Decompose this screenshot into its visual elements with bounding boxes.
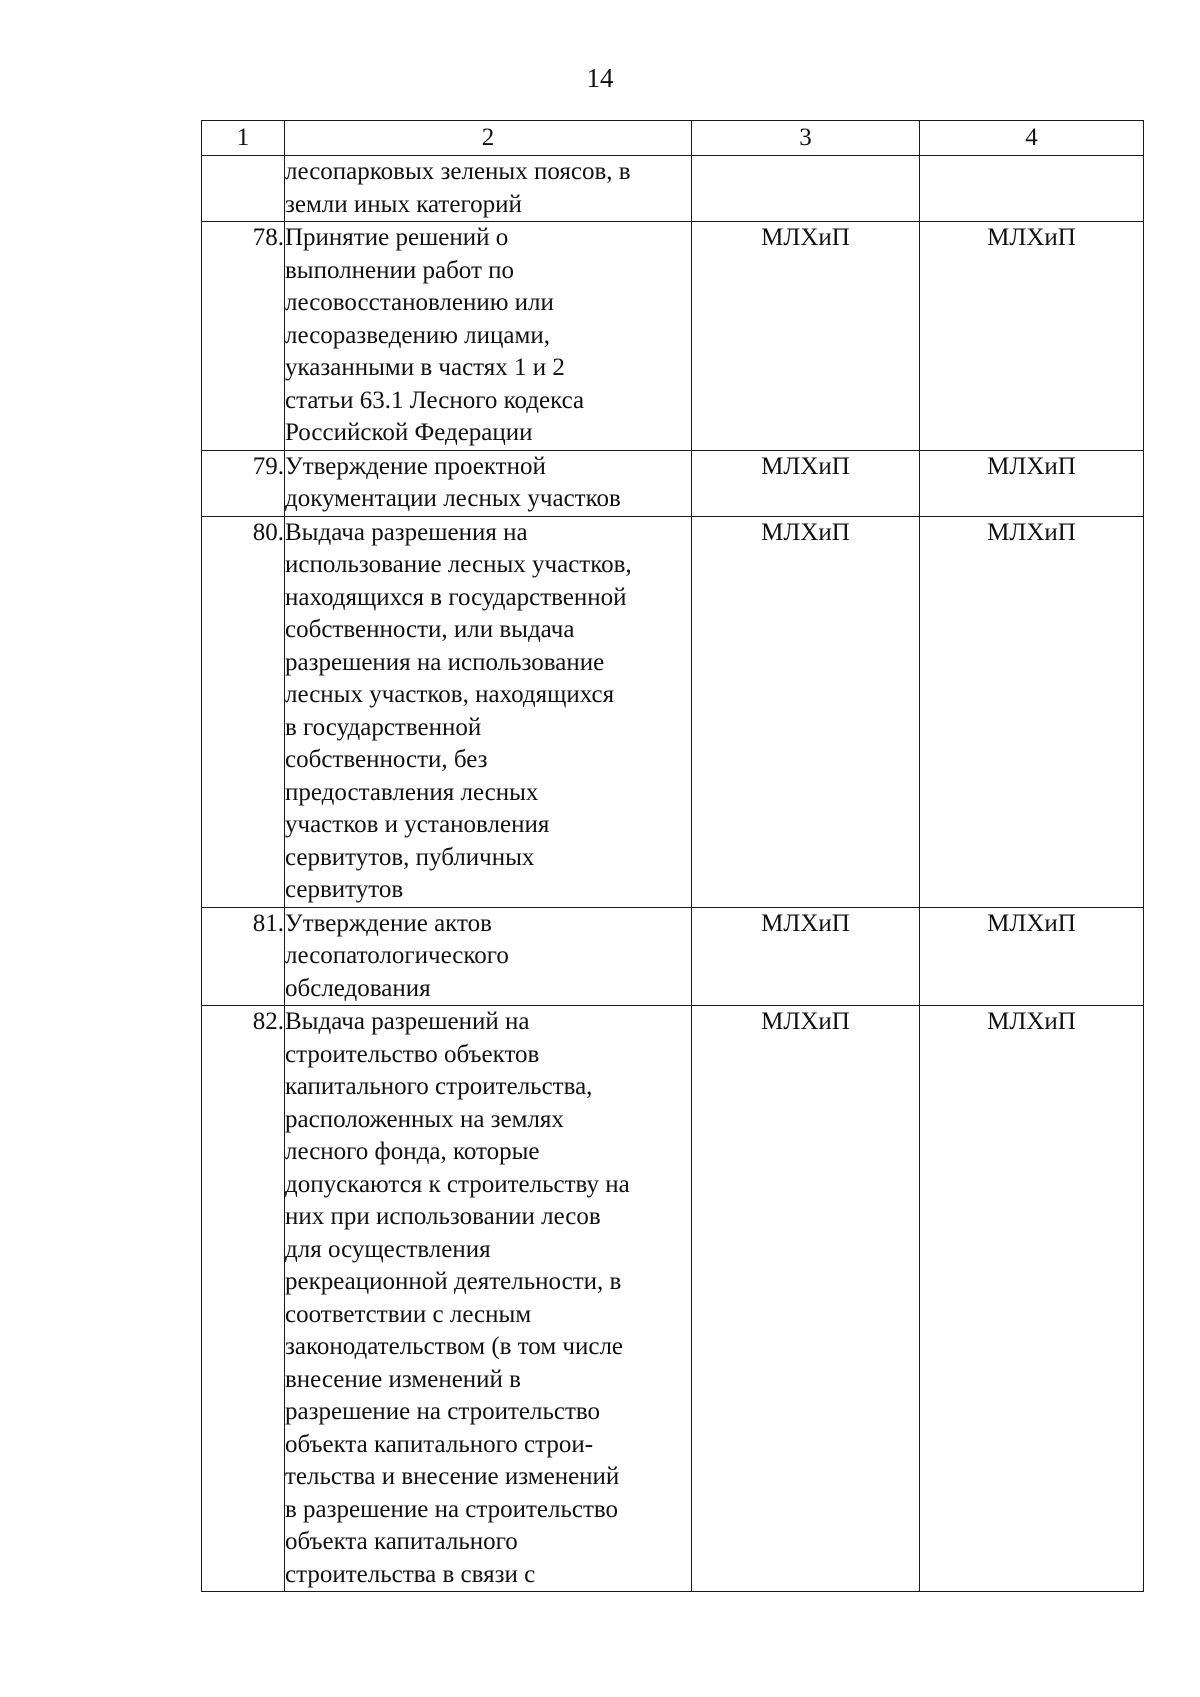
description-line: Утверждение проектной [285, 452, 546, 480]
table-row [202, 1006, 1144, 1592]
description-line: выполнении работ по [285, 256, 515, 284]
column-4-value: МЛХиП [920, 516, 1144, 907]
description-line: лесовосстановлению или [285, 289, 554, 316]
row-number: 78. [202, 222, 285, 451]
row-number [202, 156, 285, 222]
function-description [285, 907, 692, 1006]
page-number: 14 [586, 63, 614, 93]
description-line: участков и установления [285, 811, 550, 838]
description-line: находящихся в государственной [285, 583, 627, 611]
row-number: 81. [202, 907, 285, 1006]
description-line: обследования [285, 974, 431, 1002]
description-line: лесных участков, находящихся [285, 681, 615, 708]
column-header-2: 2 [285, 121, 692, 156]
description-line: сервитутов [285, 876, 404, 903]
table-header-row [202, 121, 1144, 156]
column-3-value: МЛХиП [692, 450, 920, 516]
description-line: капитального строительства, [285, 1073, 593, 1100]
column-header-1: 1 [202, 121, 285, 156]
description-line: соответствии с лесным [285, 1300, 532, 1328]
description-line: лесопарковых зеленых поясов, в [285, 158, 631, 185]
description-line: объекта капитального строи- [285, 1430, 594, 1458]
description-line: внесение изменений в [285, 1365, 521, 1393]
description-line: лесоразведению лицами, [285, 321, 550, 349]
description-line: статьи 63.1 Лесного кодекса [285, 386, 585, 414]
table-row [202, 222, 1144, 451]
table-row [202, 450, 1144, 516]
row-number: 79. [202, 450, 285, 516]
column-header-4: 4 [920, 121, 1144, 156]
row-number: 82. [202, 1006, 285, 1592]
description-line: тельства и внесение изменений [285, 1463, 620, 1490]
description-line: расположенных на землях [285, 1105, 564, 1133]
column-4-value: МЛХиП [920, 222, 1144, 451]
description-line: строительства в связи с [285, 1560, 536, 1588]
description-line: сервитутов, публичных [285, 843, 535, 871]
column-header-3: 3 [692, 121, 920, 156]
authority-table [201, 120, 1144, 1592]
description-line: указанными в частях 1 и 2 [285, 354, 565, 381]
description-line: законодательством (в том числе [285, 1333, 624, 1360]
description-line: для осуществления [285, 1235, 491, 1263]
description-line: в государственной [285, 713, 482, 741]
table-row [202, 907, 1144, 1006]
description-line: Утверждение актов [285, 909, 492, 937]
description-line: документации лесных участков [285, 485, 621, 512]
description-line: лесопатологического [285, 942, 509, 969]
description-line: строительство объектов [285, 1040, 540, 1068]
column-4-value [920, 156, 1144, 222]
table-row [202, 516, 1144, 907]
column-3-value: МЛХиП [692, 1006, 920, 1592]
description-line: Принятие решений о [285, 224, 509, 251]
description-line: лесного фонда, которые [285, 1138, 540, 1165]
column-4-value: МЛХиП [920, 907, 1144, 1006]
description-line: собственности, без [285, 746, 488, 773]
function-description [285, 450, 692, 516]
description-line: разрешения на использование [285, 648, 605, 676]
description-line: допускаются к строительству на [285, 1170, 630, 1198]
description-line: объекта капитального [285, 1528, 518, 1555]
description-line: в разрешение на строительство [285, 1495, 619, 1523]
column-3-value: МЛХиП [692, 907, 920, 1006]
description-line: Выдача разрешения на [285, 518, 528, 546]
function-description [285, 1006, 692, 1592]
function-description [285, 516, 692, 907]
column-4-value: МЛХиП [920, 450, 1144, 516]
column-3-value: МЛХиП [692, 516, 920, 907]
table-body [202, 156, 1144, 1592]
description-line: Российской Федерации [285, 419, 533, 446]
description-line: них при использовании лесов [285, 1203, 601, 1230]
column-3-value: МЛХиП [692, 222, 920, 451]
description-line: рекреационной деятельности, в [285, 1268, 622, 1295]
function-description [285, 156, 692, 222]
table-row [202, 156, 1144, 222]
description-line: собственности, или выдача [285, 616, 575, 643]
row-number: 80. [202, 516, 285, 907]
column-3-value [692, 156, 920, 222]
description-line: Выдача разрешений на [285, 1008, 530, 1035]
description-line: разрешение на строительство [285, 1398, 601, 1425]
description-line: предоставления лесных [285, 778, 539, 806]
description-line: земли иных категорий [285, 190, 522, 218]
column-4-value: МЛХиП [920, 1006, 1144, 1592]
function-description [285, 222, 692, 451]
description-line: использование лесных участков, [285, 551, 632, 578]
